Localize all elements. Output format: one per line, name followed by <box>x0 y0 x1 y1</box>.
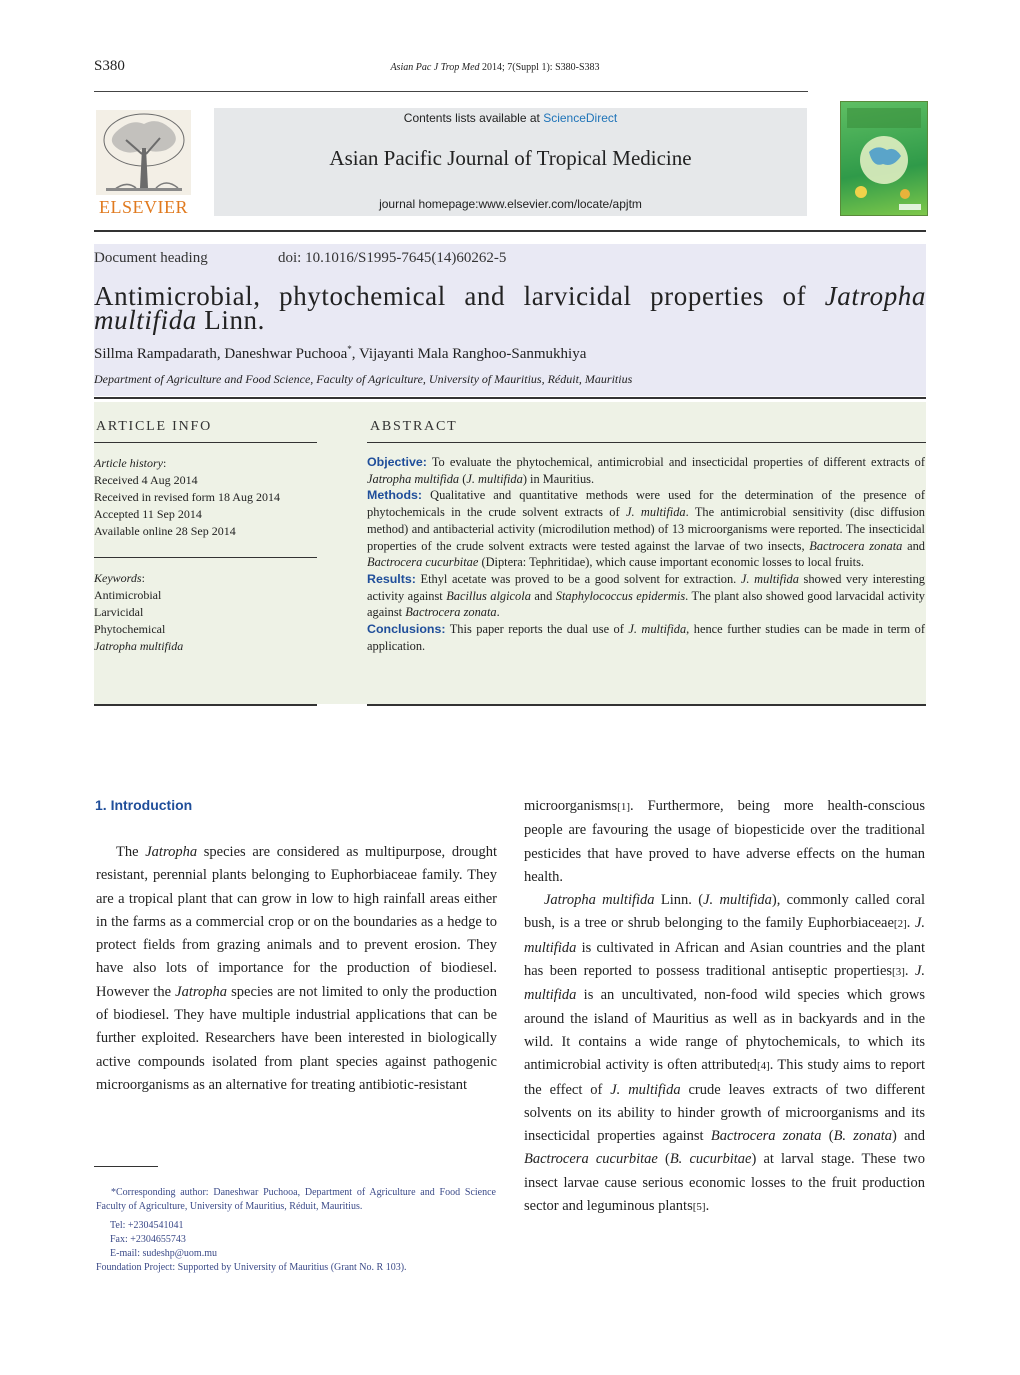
article-info-label: ARTICLE INFO <box>96 419 213 434</box>
history-revised: Received in revised form 18 Aug 2014 <box>94 490 280 504</box>
elsevier-logo <box>96 110 191 218</box>
corresponding-author-footnote: *Corresponding author: Daneshwar Puchooa, Department of Agriculture and Food Science Faculty of Agriculture, University of Mauritius, Réduit, Mauritius. <box>96 1187 496 1212</box>
history-rule <box>94 557 317 558</box>
body-paragraph: The Jatropha species are considered as multipurpose, drought resistant, perennial plants belonging to Euphorbiaceae family. They are a tropical plant that can grow in low to high rainfall areas either in the farms as a commercial crop or on the boundaries as a hedge to protect fields from grazing animals and to prevent erosion. They have also lots of importance for the production of biodiesel. However the Jatropha species are not limited to only the production of biodiesel. They have multiple industrial applications that can be further exploited. Researchers have been interested in biologically active compounds isolated from plant species against pathogenic microorganisms as an alternative for treating antibiotic-resistant <box>96 844 497 1093</box>
citation-ref[interactable]: [5] <box>692 1201 706 1214</box>
affiliation: Department of Agriculture and Food Science, Faculty of Agriculture, University of Mauritius, Réduit, Mauritius <box>94 372 633 386</box>
citation-ref[interactable]: [4] <box>756 1060 770 1073</box>
body-column-right <box>524 795 925 1219</box>
doi[interactable]: doi: 10.1016/S1995-7645(14)60262-5 <box>278 250 507 266</box>
abstract-bottom-rule <box>367 704 926 706</box>
running-head <box>0 62 990 73</box>
abstract-label: ABSTRACT <box>370 419 458 434</box>
keyword: Antimicrobial <box>94 588 162 602</box>
abstract-objective: Objective: To evaluate the phytochemical, antimicrobial and insecticidal properties of different extracts of Jatropha multifida (J. multifida) in Mauritius. <box>367 455 925 486</box>
body-paragraph: Jatropha multifida Linn. (J. multifida), commonly called coral bush, is a tree or shrub belonging to the family Euphorbiaceae[2]. J. multifida is cultivated in African and Asian countries and the plant has been reported to possess traditional antiseptic properties[3]. J. multifida is an uncultivated, non-food wild species which grows around the island of Mauritius as well as in backyards and in the wild. It contains a wide range of phytochemicals, to which its antimicrobial activity is often attributed[4]. This study aims to report the effect of J. multifida crude leaves extracts of two different solvents on its ability to hinder growth of microorganisms and its insecticidal properties against Bactrocera zonata (B. zonata) and Bactrocera cucurbitae (B. cucurbitae) at larval stage. These two insect larvae cause serious economic losses to the fruit production sector and leguminous plants[5]. <box>524 892 926 1215</box>
body-paragraph: microorganisms[1]. Furthermore, being more health-conscious people are favouring the usage of biopesticide over the traditional pesticides that have proved to have adverse effects on the human health. <box>524 798 925 885</box>
sciencedirect-link[interactable]: ScienceDirect <box>543 111 618 125</box>
history-accepted: Accepted 11 Sep 2014 <box>94 507 202 521</box>
contents-line: Contents lists available at ScienceDirect <box>403 111 618 125</box>
section-heading-introduction: 1. Introduction <box>95 797 193 813</box>
footnote-rule <box>94 1166 158 1167</box>
citation: 2014; 7(Suppl 1): S380-S383 <box>482 62 600 73</box>
contact-footnotes <box>96 1219 510 1275</box>
journal-masthead <box>214 108 807 216</box>
article-history: Article history: Received 4 Aug 2014 Received in revised form 18 Aug 2014 Accepted 11 Sep 2014 Available online 28 Sep 2014 <box>94 456 280 538</box>
citation-ref[interactable]: [2] <box>893 918 907 931</box>
history-online: Available online 28 Sep 2014 <box>94 524 236 538</box>
citation-ref[interactable]: [3] <box>892 966 905 979</box>
heading-rule <box>94 397 926 399</box>
footnote-email[interactable]: E-mail: sudeshp@uom.mu <box>110 1248 217 1259</box>
elsevier-tree-icon <box>96 110 191 195</box>
info-bottom-rule <box>94 704 317 706</box>
citation-ref[interactable]: [1] <box>617 801 630 813</box>
masthead-rule <box>94 230 926 232</box>
article-info-rule <box>94 442 317 443</box>
abstract-results: Results: Ethyl acetate was proved to be a good solvent for extraction. J. multifida showed very interesting activity against Bacillus algicola and Staphylococcus epidermis. The plant also showed good larvacidal activity against Bactrocera zonata. <box>367 571 925 620</box>
keywords: Keywords: Antimicrobial Larvicidal Phytochemical Jatropha multifida <box>94 571 184 653</box>
footnote-tel: Tel: +2304541041 <box>110 1220 184 1231</box>
abstract-text <box>367 454 925 654</box>
page-number: S380 <box>94 58 125 74</box>
header-rule <box>94 91 808 92</box>
keyword: Phytochemical <box>94 622 166 636</box>
journal-abbrev: Asian Pac J Trop Med <box>390 62 480 73</box>
body-column-left <box>96 841 497 1097</box>
publisher-wordmark: ELSEVIER <box>99 197 188 217</box>
footnote-foundation: Foundation Project: Supported by University of Mauritius (Grant No. R 103). <box>96 1262 407 1273</box>
history-received: Received 4 Aug 2014 <box>94 473 198 487</box>
journal-homepage-link[interactable]: journal homepage:www.elsevier.com/locate/apjtm <box>379 197 642 211</box>
keyword: Jatropha multifida <box>94 639 184 653</box>
abstract-conclusions: Conclusions: This paper reports the dual use of J. multifida, hence further studies can be made in term of application. <box>367 622 925 653</box>
document-heading: Document heading <box>94 250 208 266</box>
journal-title: Asian Pacific Journal of Tropical Medicine <box>329 146 692 170</box>
journal-cover-thumbnail <box>840 101 928 216</box>
article-heading-band <box>94 244 926 396</box>
article-info-band <box>94 402 926 704</box>
keyword: Larvicidal <box>94 605 144 619</box>
abstract-rule <box>367 442 926 443</box>
corresponding-marker[interactable]: * <box>347 344 352 354</box>
article-title: Antimicrobial, phytochemical and larvicidal properties of Jatropha multifida Linn. <box>94 281 926 335</box>
author-list: Sillma Rampadarath, Daneshwar Puchooa*, Vijayanti Mala Ranghoo-Sanmukhiya <box>94 344 587 362</box>
cover-art-icon <box>841 102 927 215</box>
footnote-fax: Fax: +2304655743 <box>110 1234 186 1245</box>
abstract-methods: Methods: Qualitative and quantitative methods were used for the determination of the presence of phytochemicals in the crude solvent extracts of J. multifida. The antimicrobial sensitivity (disc diffusion method) and antibacterial activity (microdilution method) of 13 microorganisms were reported. The insecticidal properties of the crude solvent extracts were tested against the larvae of two insects, Bactrocera zonata and Bactrocera cucurbitae (Diptera: Tephritidae), which cause important economic losses to local fruits. <box>367 488 925 570</box>
